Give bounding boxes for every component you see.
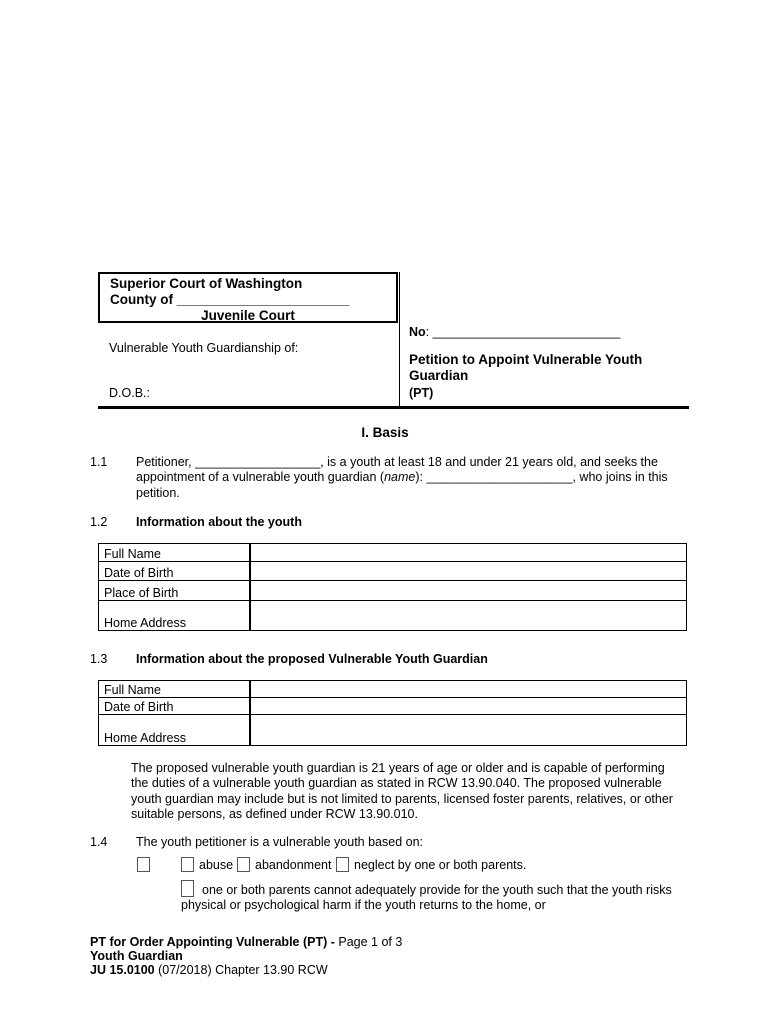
eligibility-line: youth guardian may include but is not limited to parents, licensed foster parents, relatives, or other	[131, 791, 673, 806]
footer-line2: Youth Guardian	[90, 949, 183, 963]
petitioner-paragraph	[136, 455, 696, 501]
eligibility-line: suitable persons, as defined under RCW 13.90.010.	[131, 806, 418, 821]
case-number-value: : ___________________________	[425, 325, 621, 339]
case-number-label: No	[409, 325, 426, 339]
guardianship-of-label: Vulnerable Youth Guardianship of:	[109, 341, 299, 355]
row-label: Date of Birth	[99, 562, 250, 581]
row-label: Home Address	[99, 715, 250, 746]
guardian-info-heading: Information about the proposed Vulnerable Youth Guardian	[136, 652, 488, 666]
parents-inadequate-line2: physical or psychological harm if the youth returns to the home, or	[181, 898, 546, 912]
neglect-label: neglect by one or both parents.	[354, 858, 527, 872]
guardian-info-table	[98, 680, 687, 746]
table-row	[99, 562, 687, 581]
basis-checkbox[interactable]	[137, 857, 150, 872]
parents-inadequate-checkbox[interactable]	[181, 880, 194, 897]
youth-birthplace-field[interactable]	[250, 581, 687, 601]
eligibility-line: the duties of a vulnerable youth guardian as stated in RCW 13.90.040. The proposed vulnerable	[131, 776, 662, 791]
youth-address-field[interactable]	[250, 601, 687, 631]
item-number-1-3: 1.3	[90, 652, 108, 666]
abuse-checkbox[interactable]	[181, 857, 194, 872]
row-label: Full Name	[99, 681, 250, 698]
item-number-1-1: 1.1	[90, 455, 108, 469]
footer-line1: PT for Order Appointing Vulnerable (PT) - Page 1 of 3	[90, 935, 403, 949]
row-label: Home Address	[99, 601, 250, 631]
guardian-dob-field[interactable]	[250, 698, 687, 715]
item-number-1-4: 1.4	[90, 835, 108, 849]
dob-label: D.O.B.:	[109, 386, 150, 400]
abuse-label: abuse	[199, 858, 234, 872]
vulnerable-youth-intro: The youth petitioner is a vulnerable youth based on:	[136, 835, 423, 849]
table-row	[99, 581, 687, 601]
caption-divider	[399, 272, 400, 408]
petition-title	[409, 352, 642, 384]
guardian-address-field[interactable]	[250, 715, 687, 746]
table-row	[99, 544, 687, 562]
table-row	[99, 601, 687, 631]
court-caption-box	[98, 272, 398, 323]
form-code: (PT)	[409, 386, 434, 400]
footer-line3: JU 15.0100 (07/2018) Chapter 13.90 RCW	[90, 963, 328, 977]
guardian-full-name-field[interactable]	[250, 681, 687, 698]
county-line: County of _______________________	[110, 292, 350, 307]
petitioner-line2: appointment of a vulnerable youth guardian (name): _____________________, who joins in this	[136, 470, 668, 485]
eligibility-line: The proposed vulnerable youth guardian is 21 years of age or older and is capable of performing	[131, 761, 665, 775]
guardian-eligibility-paragraph	[131, 761, 711, 822]
table-row	[99, 681, 687, 698]
abandonment-label: abandonment	[255, 858, 332, 872]
caption-bottom-rule	[98, 406, 689, 409]
petition-title-line2: Guardian	[409, 368, 469, 383]
abandonment-checkbox[interactable]	[237, 857, 250, 872]
youth-full-name-field[interactable]	[250, 544, 687, 562]
row-label: Full Name	[99, 544, 250, 562]
row-label: Place of Birth	[99, 581, 250, 601]
juvenile-court: Juvenile Court	[201, 308, 295, 323]
row-label: Date of Birth	[99, 698, 250, 715]
table-row	[99, 715, 687, 746]
item-number-1-2: 1.2	[90, 515, 108, 529]
table-row	[99, 698, 687, 715]
petitioner-line3: petition.	[136, 485, 180, 500]
youth-dob-field[interactable]	[250, 562, 687, 581]
youth-info-table	[98, 543, 687, 631]
court-name: Superior Court of Washington	[110, 276, 303, 291]
parents-inadequate-line1: one or both parents cannot adequately provide for the youth such that the youth risks	[202, 883, 672, 897]
youth-info-heading: Information about the youth	[136, 515, 302, 529]
case-number-field[interactable]	[409, 325, 620, 339]
petition-title-line1: Petition to Appoint Vulnerable Youth	[409, 352, 643, 367]
petitioner-line1: Petitioner, __________________, is a youth at least 18 and under 21 years old, and seeks the	[136, 455, 658, 469]
page-footer	[90, 935, 402, 977]
section-title: I. Basis	[361, 425, 409, 440]
neglect-checkbox[interactable]	[336, 857, 349, 872]
